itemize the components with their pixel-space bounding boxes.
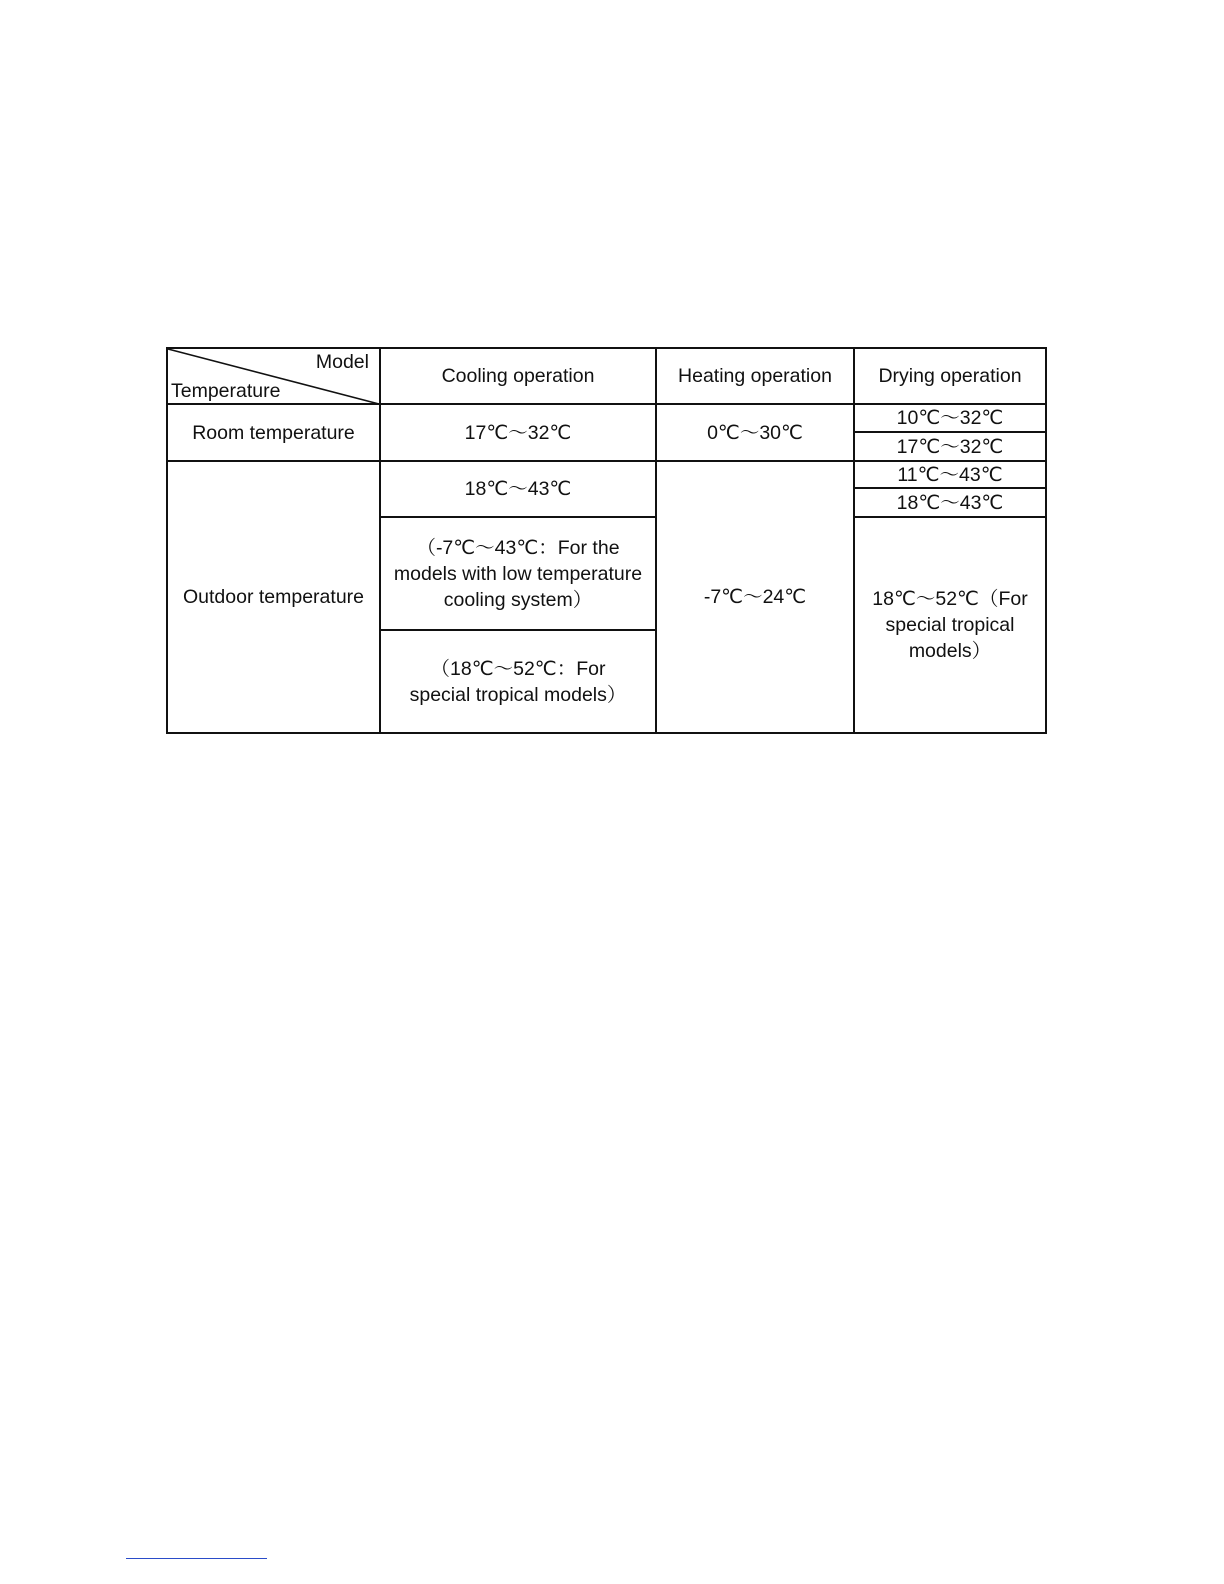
outdoor-cooling-range-1: 18℃～43℃ xyxy=(464,478,572,500)
room-heating-range: 0℃～30℃ xyxy=(707,421,803,444)
operating-temperature-table xyxy=(166,347,1047,734)
row-label-room: Room temperature xyxy=(192,421,355,444)
room-drying-range-2: 17℃～32℃ xyxy=(896,435,1004,458)
outdoor-cooling-range-2: （-7℃～43℃：For the models with low temperature cooling system） xyxy=(393,536,643,611)
header-cooling: Cooling operation xyxy=(441,365,595,387)
room-drying-range-1: 10℃～32℃ xyxy=(896,407,1004,429)
header-heating: Heating operation xyxy=(678,365,832,387)
footnote-separator-line xyxy=(126,1558,267,1559)
outdoor-drying-range-1: 11℃～43℃ xyxy=(897,463,1003,486)
corner-model-label: Model xyxy=(315,351,369,373)
outdoor-drying-range-2: 18℃～43℃ xyxy=(896,491,1004,514)
outdoor-drying-range-3: 18℃～52℃（For special tropical models） xyxy=(872,588,1028,662)
outdoor-heating-range: -7℃～24℃ xyxy=(703,586,807,608)
corner-temperature-label: Temperature xyxy=(171,380,281,402)
header-drying: Drying operation xyxy=(878,365,1022,387)
outdoor-cooling-range-3: （18℃～52℃：For special tropical models） xyxy=(409,657,627,706)
room-cooling-range: 17℃～32℃ xyxy=(464,421,572,444)
row-label-outdoor: Outdoor temperature xyxy=(182,586,364,608)
